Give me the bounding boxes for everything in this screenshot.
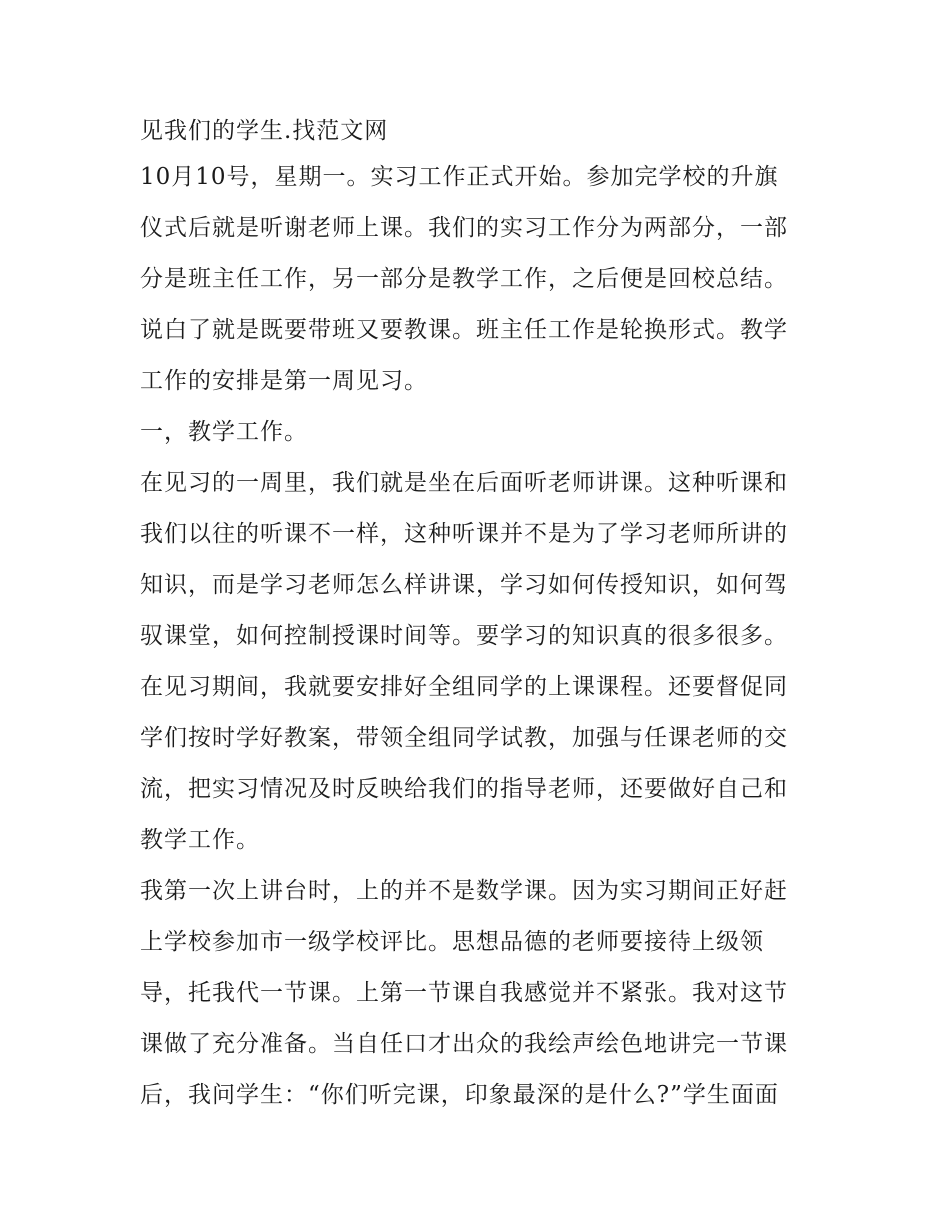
text-line: 仪式后就是听谢老师上课。我们的实习工作分为两部分，一部 xyxy=(140,215,788,241)
text-line: 分是班主任工作，另一部分是教学工作，之后便是回校总结。 xyxy=(140,266,788,292)
section-heading: 一，教学工作。 xyxy=(140,419,308,445)
text-line: 课做了充分准备。当自任口才出众的我绘声绘色地讲完一节课 xyxy=(140,1031,788,1057)
text-line: 学们按时学好教案，带领全组同学试教，加强与任课老师的交 xyxy=(140,725,788,751)
text-line: 在见习期间，我就要安排好全组同学的上课课程。还要督促同 xyxy=(140,674,788,700)
text-line: 上学校参加市一级学校评比。思想品德的老师要接待上级领 xyxy=(140,929,764,955)
text-line: 在见习的一周里，我们就是坐在后面听老师讲课。这种听课和 xyxy=(140,470,788,496)
text-line: 教学工作。 xyxy=(140,827,260,853)
text-line: 说白了就是既要带班又要教课。班主任工作是轮换形式。教学 xyxy=(140,317,788,343)
text-line: 工作的安排是第一周见习。 xyxy=(140,368,428,394)
text-line: 后，我问学生：“你们听完课，印象最深的是什么?”学生面面 xyxy=(140,1082,779,1108)
text-line: 10月10号，星期一。实习工作正式开始。参加完学校的升旗 xyxy=(140,164,779,190)
text-line: 见我们的学生.找范文网 xyxy=(140,118,389,144)
text-line: 我们以往的听课不一样，这种听课并不是为了学习老师所讲的 xyxy=(140,521,788,547)
text-line: 知识，而是学习老师怎么样讲课，学习如何传授知识，如何驾 xyxy=(140,572,788,598)
text-line: 导，托我代一节课。上第一节课自我感觉并不紧张。我对这节 xyxy=(140,980,788,1006)
text-line: 流，把实习情况及时反映给我们的指导老师，还要做好自己和 xyxy=(140,776,788,802)
text-line: 驭课堂，如何控制授课时间等。要学习的知识真的很多很多。 xyxy=(140,623,788,649)
text-line: 我第一次上讲台时，上的并不是数学课。因为实习期间正好赶 xyxy=(140,878,788,904)
document-body xyxy=(140,110,820,1121)
